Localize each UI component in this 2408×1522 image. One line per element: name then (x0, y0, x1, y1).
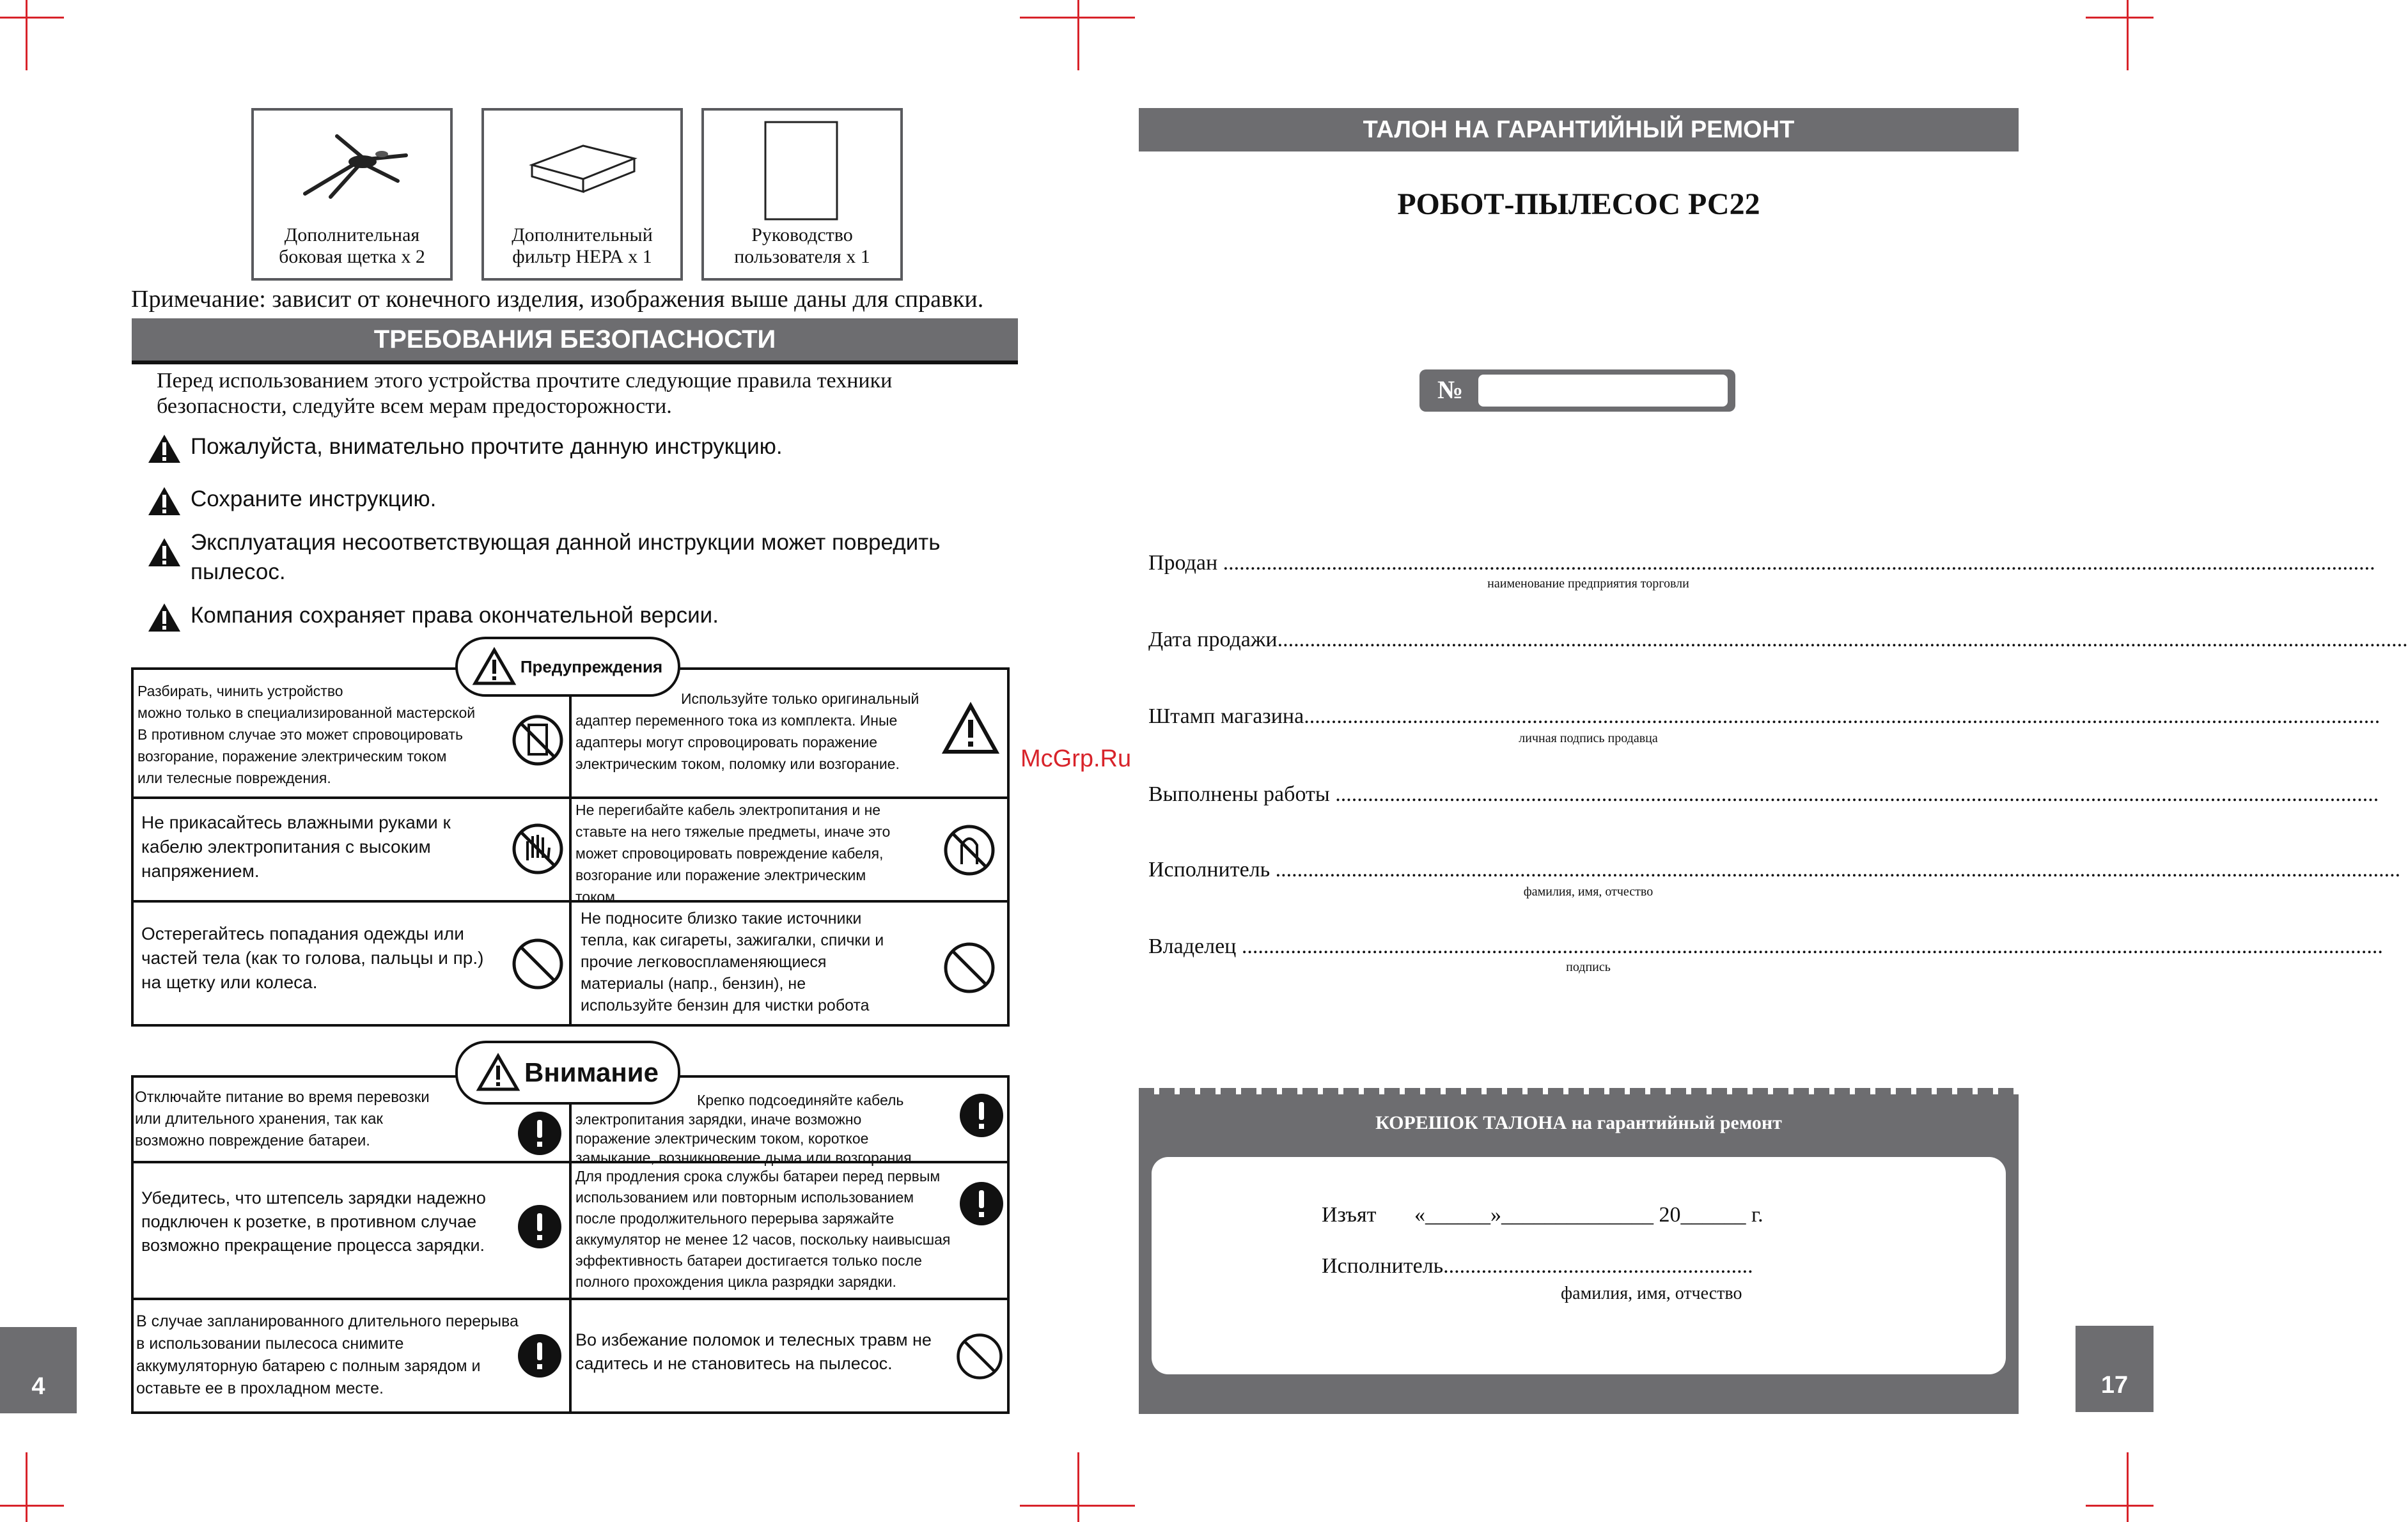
exclamation-icon (959, 1093, 1004, 1138)
watermark: McGrp.Ru (1020, 745, 1132, 772)
text-line: Для продления срока службы батареи перед первым (575, 1168, 941, 1184)
text-line: возможно прекращение процесса зарядки. (141, 1236, 485, 1255)
stub-executor-hint: фамилия, имя, отчество (1561, 1284, 1742, 1303)
text-line: или длительного хранения, так как (135, 1110, 383, 1128)
field-label: Штамп магазина (1148, 704, 1304, 728)
safety-rule-text: Пожалуйста, внимательно прочтите данную инструкцию. (191, 434, 783, 459)
accessory-label: Дополнительная (284, 224, 420, 245)
warranty-header: ТАЛОН НА ГАРАНТИЙНЫЙ РЕМОНТ (1139, 108, 2019, 151)
warranty-number-field[interactable] (1478, 375, 1728, 407)
warning-cell-text (137, 680, 475, 789)
executor-field[interactable]: Исполнитель ............................................................................................................................................................................................................... (1148, 858, 2401, 881)
accessory-label: Дополнительный (512, 224, 653, 245)
text-line: эффективность батареи достигается только после (575, 1252, 922, 1269)
text-line: можно только в специализированной мастерской (137, 704, 476, 721)
warning-triangle-icon (147, 602, 182, 633)
text-line: поражение электрическим током, короткое (575, 1130, 869, 1147)
seized-line[interactable]: Изъят «______»______________ 20______ г. (1322, 1203, 1763, 1227)
works-done-field[interactable]: Выполнены работы ................................................................................................................................................................................................ (1148, 782, 2379, 806)
text-line: в использовании пылесоса снимите (136, 1335, 404, 1353)
text-line: кабелю электропитания с высоким (141, 837, 431, 857)
safety-rule-text: Эксплуатация несоответствующая данной инструкции может повредить (191, 530, 941, 555)
warning-cell-text (581, 908, 884, 1016)
field-hint: наименование предприятия торговли (1487, 577, 1689, 591)
side-brush-icon (292, 130, 414, 200)
warning-triangle-icon (147, 486, 182, 516)
caution-cell-text (141, 1186, 486, 1257)
stub-executor-line[interactable]: Исполнитель......................................................... (1322, 1254, 1753, 1278)
hepa-filter-icon (526, 139, 641, 197)
accessory-hepa-filter (481, 108, 683, 281)
stub-title: КОРЕШОК ТАЛОНА на гарантийный ремонт (1375, 1112, 1782, 1133)
prohibited-icon (511, 937, 565, 991)
text-line: аккумулятор не менее 12 часов, поскольку наивысшая (575, 1231, 951, 1248)
field-label: Выполнены работы (1148, 782, 1330, 806)
text-line: Убедитесь, что штепсель зарядки надежно (141, 1188, 486, 1208)
warning-triangle-icon (942, 703, 999, 754)
exclamation-icon (517, 1111, 562, 1156)
text-line: Не перегибайте кабель электропитания и не (575, 802, 881, 818)
text-line: частей тела (как то голова, пальцы и пр.) (141, 948, 484, 968)
text-line: возгорание или поражение электрическим (575, 867, 866, 883)
text-line: Остерегайтесь попадания одежды или (141, 924, 464, 943)
text-line: подключен к розетке, в противном случае (141, 1212, 477, 1231)
accessory-side-brush (251, 108, 453, 281)
accessory-label: Руководство (751, 224, 853, 245)
text-line: возможно повреждение батареи. (135, 1132, 370, 1149)
text-line: используйте бензин для чистки робота (581, 997, 870, 1014)
warning-triangle-icon (473, 648, 515, 685)
text-line: материалы (напр., бензин), не (581, 975, 806, 993)
stub-form (1152, 1157, 2006, 1374)
text-line: Используйте только оригинальный (681, 690, 919, 707)
safety-intro-line: Перед использованием этого устройства прочтите следующие правила техники (157, 369, 893, 392)
text-line: прочие легковоспламеняющиеся (581, 953, 827, 971)
text-line: на щетку или колеса. (141, 972, 318, 992)
warning-cell-text (575, 688, 919, 775)
accessory-label: боковая щетка х 2 (279, 246, 425, 267)
no-bend-cable-icon (942, 823, 996, 877)
safety-rule-text: Компания сохраняет права окончательной версии. (191, 603, 719, 628)
sold-by-field[interactable]: Продан .................................................................................................................................................................................................................... (1148, 551, 2375, 575)
exclamation-icon (959, 1181, 1004, 1226)
text-line: замыкание, возникновение дыма или возгорания. (575, 1149, 916, 1166)
warning-triangle-icon (147, 537, 182, 568)
safety-intro (157, 368, 892, 419)
prohibited-icon (955, 1332, 1004, 1381)
text-line: тепла, как сигареты, зажигалки, спички и (581, 931, 884, 949)
field-label: Исполнитель (1148, 858, 1270, 881)
safety-rule (147, 528, 940, 587)
prohibited-icon (942, 941, 996, 995)
warnings-label (455, 637, 680, 697)
page-number-right: 17 (2076, 1326, 2154, 1412)
text-line: возгорание, поражение электрическим током (137, 748, 447, 765)
field-label: Дата продажи (1148, 628, 1278, 651)
caution-cell-text (136, 1310, 519, 1400)
note-text: Примечание: зависит от конечного изделия, изображения выше даны для справки. (131, 286, 984, 313)
warranty-stub (1139, 1088, 2019, 1414)
text-line: Не прикасайтесь влажными руками к (141, 812, 451, 832)
safety-rule-text: Сохраните инструкцию. (191, 486, 437, 511)
text-line: оставьте ее в прохладном месте. (136, 1379, 384, 1397)
text-line: В случае запланированного длительного перерыва (136, 1312, 519, 1330)
text-line: использованием или повторным использованием (575, 1189, 914, 1206)
safety-title: ТРЕБОВАНИЯ БЕЗОПАСНОСТИ (132, 318, 1018, 364)
warning-triangle-icon (147, 433, 182, 464)
store-stamp-field[interactable]: Штамп магазина...................................................................................................................................................................................................... (1148, 704, 2381, 728)
number-sign: № (1437, 375, 1464, 404)
warning-cell-text (141, 811, 451, 883)
text-line: адаптеры могут спровоцировать поражение (575, 734, 878, 750)
caution-cell-text (575, 1328, 932, 1376)
text-line: может спровоцировать повреждение кабеля, (575, 845, 884, 862)
cautions-label (455, 1041, 680, 1105)
text-line: током. (575, 889, 620, 905)
field-label: Продан (1148, 551, 1218, 575)
accessory-manual (701, 108, 903, 281)
warranty-number-box (1419, 369, 1735, 412)
exclamation-icon (517, 1333, 562, 1378)
text-line: Во избежание поломок и телесных травм не (575, 1330, 932, 1349)
text-line: адаптер переменного тока из комплекта. Иные (575, 712, 898, 729)
text-line: ставьте на него тяжелые предметы, иначе это (575, 823, 891, 840)
text-line: Разбирать, чинить устройство (137, 683, 343, 699)
tear-line (1139, 1088, 2019, 1094)
text-line: полного прохождения цикла разрядки зарядки. (575, 1273, 896, 1290)
text-line: В противном случае это может спровоцировать (137, 726, 463, 743)
exclamation-icon (517, 1204, 562, 1249)
text-line: Крепко подсоединяйте кабель (697, 1092, 904, 1108)
safety-rule (147, 432, 783, 462)
sale-date-field[interactable]: Дата продажи................................................................................................................................................................................................................ (1148, 628, 2408, 651)
safety-rule (147, 485, 436, 514)
cautions-label-text: Внимание (524, 1057, 659, 1087)
manual-icon (763, 120, 840, 222)
text-line: электропитания зарядки, иначе возможно (575, 1111, 862, 1128)
accessory-label: пользователя х 1 (734, 246, 870, 267)
cautions-table (131, 1075, 1010, 1414)
page-number-left: 4 (0, 1327, 77, 1413)
owner-field[interactable]: Владелец .................................................................................................................................................................................................................. (1148, 935, 2383, 958)
text-line: после продолжительного перерыва заряжайте (575, 1210, 895, 1227)
text-line: Отключайте питание во время перевозки (135, 1089, 430, 1106)
text-line: садитесь и не становитесь на пылесос. (575, 1354, 893, 1373)
no-disassemble-icon (511, 713, 565, 767)
safety-intro-line: безопасности, следуйте всем мерам предосторожности. (157, 394, 672, 418)
caution-cell-text (575, 1166, 950, 1293)
text-line: аккумуляторную батарею с полным зарядом и (136, 1357, 481, 1375)
text-line: напряжением. (141, 861, 260, 881)
warnings-label-text: Предупреждения (520, 656, 663, 676)
field-label: Владелец (1148, 935, 1237, 958)
warning-triangle-icon (477, 1053, 519, 1092)
field-hint: фамилия, имя, отчество (1523, 885, 1654, 899)
text-line: электрическим током, поломку или возгорание. (575, 756, 900, 772)
warning-cell-text (575, 799, 890, 908)
field-hint: подпись (1566, 960, 1611, 974)
warnings-table (131, 667, 1010, 1027)
product-title: РОБОТ-ПЫЛЕСОС РС22 (1397, 187, 1760, 221)
text-line: или телесные повреждения. (137, 770, 331, 786)
accessory-label: фильтр НЕРА х 1 (512, 246, 652, 267)
warning-cell-text (141, 922, 484, 995)
safety-rule (147, 601, 719, 630)
caution-cell-text (135, 1087, 430, 1152)
text-line: Не подносите близко такие источники (581, 910, 862, 928)
safety-rule-text: пылесос. (191, 559, 286, 584)
field-hint: личная подпись продавца (1519, 731, 1658, 745)
no-wet-hands-icon (511, 822, 565, 876)
